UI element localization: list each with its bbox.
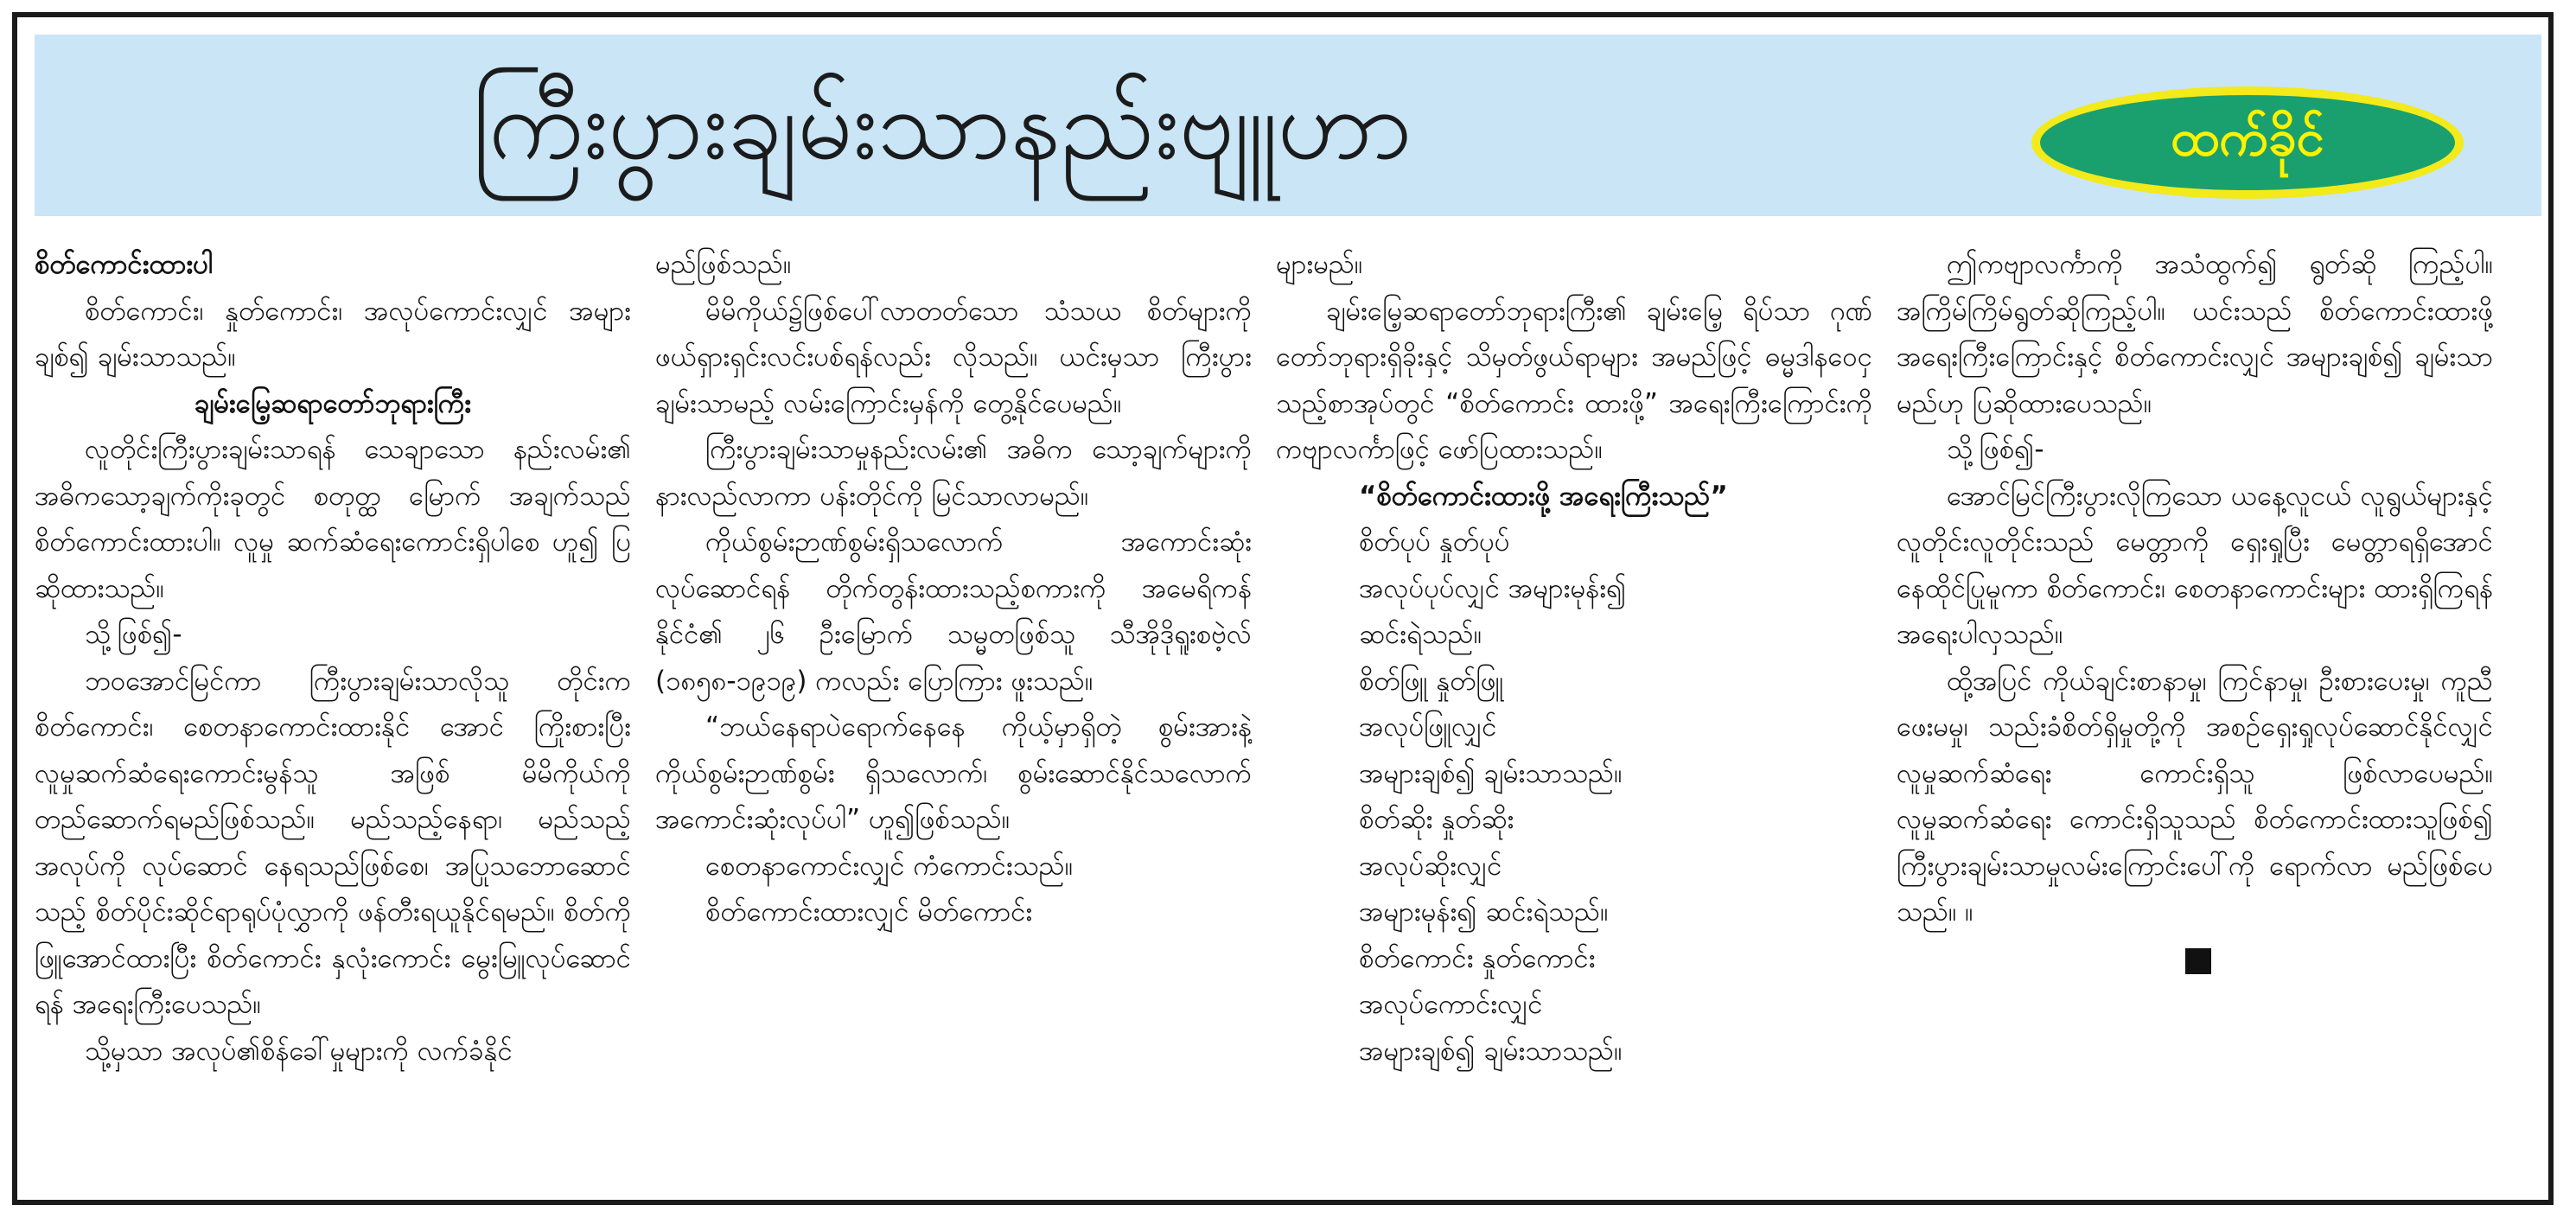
poem-line: အလုပ်ကောင်းလျှင် bbox=[1359, 989, 1543, 1020]
paragraph: ကြီးပွားချမ်းသာမှုနည်းလမ်း၏ အဓိက သော့ချက်များကို နားလည်လာကာ ပန်းတိုင်ကို မြင်သာလာမည်။ bbox=[655, 434, 1252, 512]
poem-line: စိတ်ပုပ် နှုတ်ပုပ် bbox=[1359, 526, 1510, 558]
column-4 bbox=[1897, 242, 2493, 1184]
paragraph: မိမိကိုယ်၌ဖြစ်ပေါ်လာတတ်သော သံသယ စိတ်များကို ဖယ်ရှားရှင်းလင်းပစ်ရန်လည်း လိုသည်။ ယင်းမှသာ ကြီးပွားချမ်းသာမည့် လမ်းကြောင်းမှန်ကို တွေ့နိုင်ပေမည်။ bbox=[655, 295, 1252, 419]
paragraph: သို့မှသာ အလုပ်၏စိန်ခေါ်မှုများကို လက်ခံနိုင် bbox=[85, 1035, 513, 1067]
paragraph: စေတနာကောင်းလျှင် ကံကောင်းသည်။ bbox=[705, 850, 1074, 882]
author-badge bbox=[2031, 86, 2464, 199]
end-of-article-mark bbox=[2185, 948, 2211, 974]
article-body bbox=[35, 242, 2541, 1184]
subheading: ချမ်းမြေ့ဆရာတော်ဘုရားကြီး bbox=[194, 387, 472, 419]
headline: ကြီးပွားချမ်းသာနည်းဗျူဟာ bbox=[472, 69, 1412, 182]
paragraph: များမည်။ bbox=[1276, 249, 1363, 280]
column-2 bbox=[655, 242, 1252, 1184]
header-banner bbox=[35, 35, 2541, 216]
poem-line: စိတ်ကောင်း နှုတ်ကောင်း bbox=[1359, 942, 1596, 974]
poem-line: အလုပ်ဖြူလျှင် bbox=[1359, 711, 1497, 743]
poem-line: စိတ်ဆိုး နှုတ်ဆိုး bbox=[1359, 804, 1514, 835]
paragraph: လူတိုင်းကြီးပွားချမ်းသာရန် သေချာသော နည်းလမ်း၏ အဓိကသော့ချက်ကိုးခုတွင် စတုတ္ထ မြောက် အချက်သည် စိတ်ကောင်းထားပါ။ လူမှု ဆက်ဆံရေးကောင်းရှိပါစေ ဟူ၍ ပြဆိုထားသည်။ bbox=[35, 434, 631, 604]
column-1 bbox=[35, 242, 631, 1184]
poem-line: စိတ်ဖြူ နှုတ်ဖြူ bbox=[1359, 665, 1504, 697]
paragraph: ဤကဗျာလင်္ကာကို အသံထွက်၍ ရွတ်ဆို ကြည့်ပါ။ အကြိမ်ကြိမ်ရွတ်ဆိုကြည့်ပါ။ ယင်းသည် စိတ်ကောင်းထားဖို့ အရေးကြီးကြောင်းနှင့် စိတ်ကောင်းလျှင် အများချစ်၍ ချမ်းသာမည်ဟု ပြဆိုထားပေသည်။ bbox=[1897, 249, 2493, 419]
poem-line: အများချစ်၍ ချမ်းသာသည်။ bbox=[1359, 1035, 1623, 1067]
poem-line: ဆင်းရဲသည်။ bbox=[1359, 619, 1482, 650]
paragraph: စိတ်ကောင်း၊ နှုတ်ကောင်း၊ အလုပ်ကောင်းလျှင် အများချစ်၍ ချမ်းသာသည်။ bbox=[35, 295, 631, 373]
paragraph: မည်ဖြစ်သည်။ bbox=[655, 249, 792, 280]
paragraph: ထို့အပြင် ကိုယ်ချင်းစာနာမှု၊ ကြင်နာမှု၊ ဦးစားပေးမှု၊ ကူညီဖေးမမှု၊ သည်းခံစိတ်ရှိမှုတို့ကို အစဉ်ရှေးရှုလုပ်ဆောင်နိုင်လျှင် လူမှုဆက်ဆံရေး ကောင်းရှိသူ ဖြစ်လာပေမည်။ လူမှုဆက်ဆံရေး ကောင်းရှိသူသည် စိတ်ကောင်းထားသူဖြစ်၍ ကြီးပွားချမ်းသာမှုလမ်းကြောင်းပေါ်ကို ရောက်လာ မည်ဖြစ်ပေသည်။ ။ bbox=[1897, 665, 2493, 928]
paragraph: ချမ်းမြေ့ဆရာတော်ဘုရားကြီး၏ ချမ်းမြေ့ ရိပ်သာ ဂုဏ်တော်ဘုရားရှိခိုးနှင့် သိမှတ်ဖွယ်ရာများ အမည်ဖြင့် ဓမ္မဒါနဝေငှသည့်စာအုပ်တွင် “စိတ်ကောင်း ထားဖို့” အရေးကြီးကြောင်းကို ကဗျာလင်္ကာဖြင့် ဖော်ပြထားသည်။ bbox=[1276, 295, 1872, 465]
paragraph: အောင်မြင်ကြီးပွားလိုကြသော ယနေ့လူငယ် လူရွယ်များနှင့် လူတိုင်းလူတိုင်းသည် မေတ္တာကို ရှေးရှုပြီး မေတ္တာရရှိအောင် နေထိုင်ပြုမူကာ စိတ်ကောင်း၊ စေတနာကောင်းများ ထားရှိကြရန် အရေးပါလှသည်။ bbox=[1897, 480, 2493, 650]
poem-line: အများချစ်၍ ချမ်းသာသည်။ bbox=[1359, 757, 1623, 789]
paragraph: သို့ဖြစ်၍- bbox=[1947, 434, 2044, 465]
author-name: ထက်ခိုင် bbox=[2171, 107, 2324, 167]
paragraph: သို့ဖြစ်၍- bbox=[85, 619, 182, 650]
quote-paragraph: “ဘယ်နေရာပဲရောက်နေနေ ကိုယ့်မှာရှိတဲ့ စွမ်းအားနဲ့ ကိုယ်စွမ်းဉာဏ်စွမ်း ရှိသလောက်၊ စွမ်းဆောင်နိုင်သလောက် အကောင်းဆုံးလုပ်ပါ” ဟူ၍ဖြစ်သည်။ bbox=[655, 711, 1252, 835]
paragraph: ဘဝအောင်မြင်ကာ ကြီးပွားချမ်းသာလိုသူ တိုင်းက စိတ်ကောင်း၊ စေတနာကောင်းထားနိုင် အောင် ကြိုးစားပြီး လူမှုဆက်ဆံရေးကောင်းမွန်သူ အဖြစ် မိမိကိုယ်ကို တည်ဆောက်ရမည်ဖြစ်သည်။ မည်သည့်နေရာ၊ မည်သည့်အလုပ်ကို လုပ်ဆောင် နေရသည်ဖြစ်စေ၊ အပြုသဘောဆောင်သည့် စိတ်ပိုင်းဆိုင်ရာရုပ်ပုံလွှာကို ဖန်တီးရယူနိုင်ရမည်။ စိတ်ကိုဖြူအောင်ထားပြီး စိတ်ကောင်း နှလုံးကောင်း မွေးမြူလုပ်ဆောင်ရန် အရေးကြီးပေသည်။ bbox=[35, 665, 631, 1020]
poem-line: အလုပ်ဆိုးလျှင် bbox=[1359, 850, 1502, 882]
poem-title: “စိတ်ကောင်းထားဖို့ အရေးကြီးသည်” bbox=[1359, 480, 1728, 512]
paragraph: စိတ်ကောင်းထားလျှင် မိတ်ကောင်း bbox=[705, 896, 1033, 928]
subheading: စိတ်ကောင်းထားပါ bbox=[35, 249, 214, 280]
paragraph: ကိုယ်စွမ်းဉာဏ်စွမ်းရှိသလောက် အကောင်းဆုံး လုပ်ဆောင်ရန် တိုက်တွန်းထားသည့်စကားကို အမေရိကန်နိုင်ငံ၏ ၂၆ ဦးမြောက် သမ္မတဖြစ်သူ သီအိုဒိုရူးစဗဲ့လ် (၁၈၅၈-၁၉၁၉) ကလည်း ပြောကြား ဖူးသည်။ bbox=[655, 526, 1252, 697]
poem-line: အများမုန်း၍ ဆင်းရဲသည်။ bbox=[1359, 896, 1609, 928]
poem-line: အလုပ်ပုပ်လျှင် အများမုန်း၍ bbox=[1359, 572, 1627, 604]
column-3 bbox=[1276, 242, 1872, 1184]
